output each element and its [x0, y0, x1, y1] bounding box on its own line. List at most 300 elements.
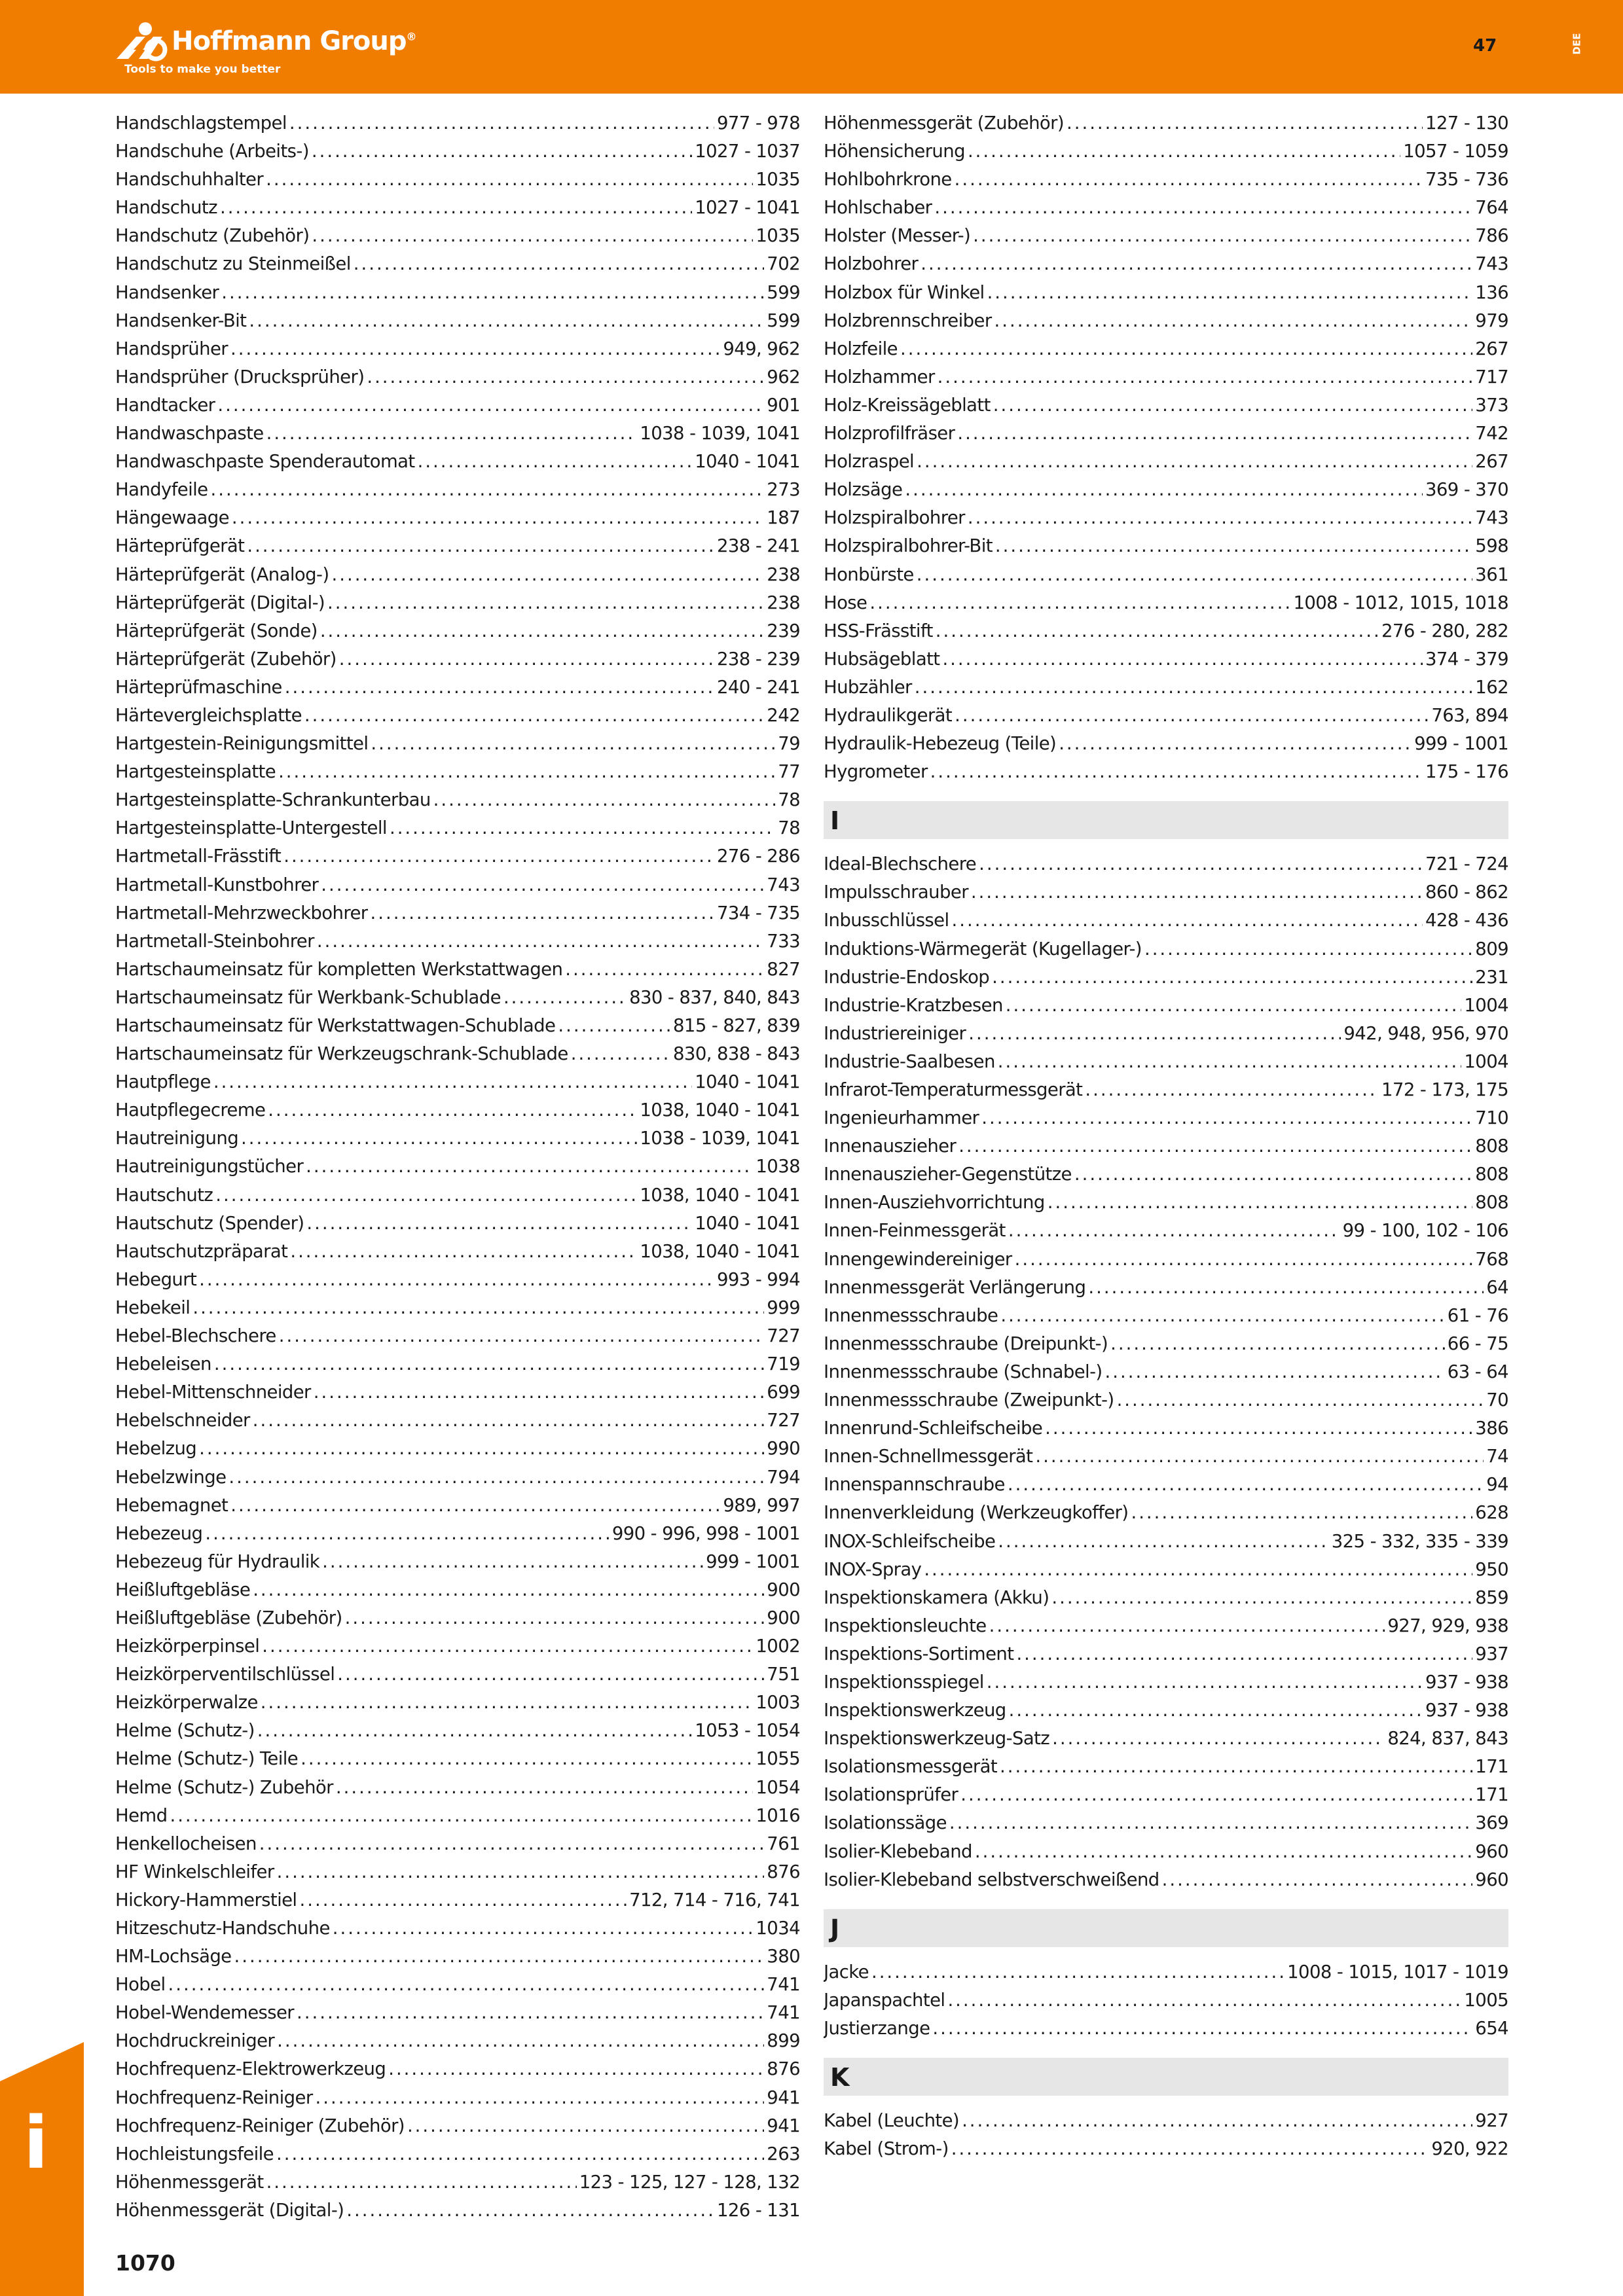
page-reference[interactable]: 1038, 1040 - 1041 [640, 1184, 800, 1206]
index-entry[interactable] [115, 197, 800, 225]
index-entry[interactable] [824, 1220, 1508, 1248]
index-entry[interactable] [115, 1607, 800, 1636]
index-entry[interactable] [115, 761, 800, 789]
index-entry[interactable] [824, 1079, 1508, 1107]
dot-leader [278, 761, 775, 782]
index-entry[interactable] [824, 169, 1508, 197]
page-reference[interactable]: 1053 - 1054 [695, 1720, 800, 1742]
page-reference[interactable]: 1004 [1464, 994, 1508, 1016]
page-reference[interactable]: 1034 [756, 1918, 800, 1939]
index-entry[interactable] [115, 1213, 800, 1241]
registered-mark: ® [406, 30, 416, 43]
page-reference[interactable]: 941 [767, 2115, 800, 2136]
page-reference[interactable]: 899 [767, 2030, 800, 2052]
index-entry[interactable] [115, 1890, 800, 1918]
section-header-j [824, 1909, 1508, 1947]
page-reference[interactable]: 900 [767, 1579, 800, 1600]
index-entry[interactable] [115, 1015, 800, 1043]
index-entry[interactable] [824, 1333, 1508, 1361]
index-entry[interactable] [115, 1241, 800, 1269]
page-reference[interactable]: 979 [1475, 310, 1508, 331]
page-reference[interactable]: 162 [1475, 676, 1508, 698]
page-reference[interactable]: 78 [778, 789, 800, 811]
index-entry[interactable] [824, 1277, 1508, 1305]
page-reference[interactable]: 1035 [756, 169, 800, 190]
page-reference[interactable]: 927 [1475, 2110, 1508, 2131]
page-reference[interactable]: 1054 [756, 1776, 800, 1798]
index-entry[interactable] [115, 282, 800, 310]
index-term: Hochfrequenz-Reiniger (Zubehör) [115, 2115, 405, 2136]
page-reference[interactable]: 61 - 76 [1447, 1304, 1508, 1326]
page-reference[interactable]: 1016 [756, 1804, 800, 1826]
index-entry[interactable] [824, 733, 1508, 761]
index-term: Industrie-Saalbesen [824, 1050, 995, 1072]
page-reference[interactable]: 78 [778, 817, 800, 839]
index-entry[interactable] [824, 761, 1508, 789]
page-reference[interactable]: 830, 838 - 843 [673, 1043, 800, 1065]
index-entry[interactable] [115, 1946, 800, 1974]
page-reference[interactable]: 920, 922 [1431, 2138, 1508, 2160]
index-entry[interactable] [115, 1495, 800, 1523]
index-entry[interactable] [115, 1467, 800, 1495]
page-reference[interactable]: 1038 - 1039, 1041 [640, 1128, 800, 1149]
page-reference[interactable]: 876 [767, 2058, 800, 2080]
page-reference[interactable]: 386 [1475, 1418, 1508, 1439]
index-entry[interactable] [824, 1672, 1508, 1700]
index-entry[interactable] [824, 995, 1508, 1023]
page-reference[interactable]: 735 - 736 [1425, 169, 1508, 190]
index-entry[interactable] [115, 1664, 800, 1692]
page-reference[interactable]: 937 - 938 [1425, 1671, 1508, 1693]
page-reference[interactable]: 1038 - 1039, 1041 [640, 423, 800, 444]
index-entry[interactable] [115, 1156, 800, 1184]
index-entry[interactable] [824, 1305, 1508, 1333]
page-reference[interactable]: 942, 948, 956, 970 [1343, 1022, 1508, 1044]
page-reference[interactable]: 239 [767, 620, 800, 641]
dot-leader [327, 592, 764, 613]
page-reference[interactable]: 240 - 241 [717, 676, 800, 698]
index-entry[interactable] [824, 1023, 1508, 1051]
index-entry[interactable] [824, 1164, 1508, 1192]
page-reference[interactable]: 1008 - 1015, 1017 - 1019 [1287, 1961, 1508, 1982]
page-reference[interactable]: 231 [1475, 966, 1508, 988]
index-entry[interactable] [824, 1502, 1508, 1530]
page-reference[interactable]: 267 [1475, 451, 1508, 473]
index-entry[interactable] [115, 1043, 800, 1071]
index-entry[interactable] [824, 677, 1508, 705]
index-entry[interactable] [824, 197, 1508, 225]
index-term: Hartgesteinsplatte [115, 761, 276, 783]
page-reference[interactable]: 937 - 938 [1425, 1700, 1508, 1721]
index-entry[interactable] [824, 1390, 1508, 1418]
index-entry[interactable] [115, 1636, 800, 1664]
page-reference[interactable]: 276 - 280, 282 [1381, 620, 1508, 641]
index-entry[interactable] [115, 789, 800, 817]
index-entry[interactable] [824, 910, 1508, 938]
index-entry[interactable] [824, 1643, 1508, 1672]
page-reference[interactable]: 171 [1475, 1756, 1508, 1778]
dot-leader [571, 1043, 670, 1064]
page-reference[interactable]: 1038, 1040 - 1041 [640, 1240, 800, 1262]
index-entry[interactable] [824, 1812, 1508, 1840]
page-reference[interactable]: 719 [767, 1354, 800, 1375]
page-reference[interactable]: 123 - 125, 127 - 128, 132 [579, 2171, 800, 2193]
page-reference[interactable]: 900 [767, 1607, 800, 1628]
page-reference[interactable]: 238 - 241 [717, 535, 800, 557]
index-entry[interactable] [115, 1523, 800, 1551]
index-entry[interactable] [115, 649, 800, 677]
page-reference[interactable]: 734 - 735 [717, 902, 800, 924]
page-reference[interactable]: 860 - 862 [1425, 882, 1508, 903]
index-entry[interactable] [824, 1559, 1508, 1587]
index-entry[interactable] [824, 141, 1508, 169]
index-entry[interactable] [115, 2144, 800, 2172]
page-reference[interactable]: 1040 - 1041 [695, 1212, 800, 1234]
index-entry[interactable] [824, 620, 1508, 649]
page-reference[interactable]: 654 [1475, 2017, 1508, 2039]
index-entry[interactable] [115, 846, 800, 874]
dot-leader [1000, 1305, 1444, 1326]
dot-leader [253, 1410, 765, 1431]
index-entry[interactable] [115, 564, 800, 592]
page-reference[interactable]: 325 - 332, 335 - 339 [1331, 1530, 1508, 1552]
page-reference[interactable]: 950 [1475, 1558, 1508, 1580]
index-entry[interactable] [824, 535, 1508, 564]
index-entry[interactable] [115, 1551, 800, 1579]
page-reference[interactable]: 267 [1475, 338, 1508, 359]
index-entry[interactable] [115, 338, 800, 367]
page-reference[interactable]: 1027 - 1041 [695, 197, 800, 219]
page-reference[interactable]: 742 [1475, 423, 1508, 444]
index-entry[interactable] [115, 395, 800, 423]
page-reference[interactable]: 808 [1475, 1164, 1508, 1185]
page-reference[interactable]: 733 [767, 930, 800, 952]
index-entry[interactable] [824, 1051, 1508, 1079]
index-entry[interactable] [824, 592, 1508, 620]
index-entry[interactable] [824, 479, 1508, 507]
index-term: Justierzange [824, 2017, 930, 2039]
index-entry[interactable] [115, 2002, 800, 2030]
page-reference[interactable]: 238 [767, 564, 800, 585]
index-entry[interactable] [115, 592, 800, 620]
index-entry[interactable] [824, 451, 1508, 479]
index-entry[interactable] [824, 1962, 1508, 1990]
page-reference[interactable]: 628 [1475, 1502, 1508, 1524]
page-reference[interactable]: 175 - 176 [1425, 761, 1508, 783]
page-reference[interactable]: 242 [767, 704, 800, 726]
page-reference[interactable]: 64 [1486, 1276, 1508, 1298]
page-reference[interactable]: 369 [1475, 1812, 1508, 1834]
page-reference[interactable]: 380 [767, 1946, 800, 1967]
dot-leader [979, 853, 1423, 874]
index-entry[interactable] [824, 853, 1508, 882]
page-reference[interactable]: 751 [767, 1664, 800, 1685]
page-reference[interactable]: 361 [1475, 564, 1508, 585]
page-reference[interactable]: 761 [767, 1833, 800, 1854]
page-reference[interactable]: 238 - 239 [717, 648, 800, 670]
page-reference[interactable]: 743 [1475, 507, 1508, 529]
page-reference[interactable]: 827 [767, 958, 800, 980]
page-reference[interactable]: 374 - 379 [1425, 648, 1508, 670]
index-entry[interactable] [115, 367, 800, 395]
index-entry[interactable] [115, 535, 800, 564]
index-entry[interactable] [115, 2200, 800, 2228]
page-reference[interactable]: 763, 894 [1431, 704, 1508, 726]
page-reference[interactable]: 960 [1475, 1869, 1508, 1890]
page-reference[interactable]: 99 - 100, 102 - 106 [1342, 1220, 1508, 1242]
page-reference[interactable]: 927, 929, 938 [1387, 1615, 1508, 1636]
dot-leader [314, 1382, 765, 1403]
index-entry[interactable] [824, 113, 1508, 141]
page-reference[interactable]: 599 [767, 281, 800, 303]
page-reference[interactable]: 127 - 130 [1425, 113, 1508, 134]
index-entry[interactable] [115, 817, 800, 846]
index-entry[interactable] [824, 1587, 1508, 1615]
index-entry[interactable] [115, 1071, 800, 1100]
index-entry[interactable] [115, 1777, 800, 1805]
page-reference[interactable]: 786 [1475, 225, 1508, 247]
page-reference[interactable]: 171 [1475, 1784, 1508, 1806]
index-entry[interactable] [824, 1990, 1508, 2018]
page-reference[interactable]: 727 [767, 1410, 800, 1431]
page-reference[interactable]: 876 [767, 1861, 800, 1882]
page-reference[interactable]: 741 [767, 2002, 800, 2024]
page-reference[interactable]: 373 [1475, 394, 1508, 416]
page-reference[interactable]: 1002 [756, 1636, 800, 1657]
page-reference[interactable]: 263 [767, 2143, 800, 2164]
index-entry[interactable] [824, 1784, 1508, 1812]
page-reference[interactable]: 743 [1475, 253, 1508, 275]
page-reference[interactable]: 273 [767, 479, 800, 501]
index-entry[interactable] [824, 939, 1508, 967]
index-entry[interactable] [115, 1185, 800, 1213]
page-reference[interactable]: 710 [1475, 1107, 1508, 1129]
index-entry[interactable] [115, 1410, 800, 1438]
page-reference[interactable]: 1038 [756, 1156, 800, 1177]
page-reference[interactable]: 136 [1475, 281, 1508, 303]
page-reference[interactable]: 1008 - 1012, 1015, 1018 [1293, 592, 1508, 613]
page-reference[interactable]: 999 - 1001 [1414, 733, 1508, 755]
page-reference[interactable]: 428 - 436 [1425, 910, 1508, 931]
page-reference[interactable]: 743 [767, 874, 800, 895]
index-entry[interactable] [824, 649, 1508, 677]
page-reference[interactable]: 859 [1475, 1587, 1508, 1608]
index-entry[interactable] [115, 423, 800, 451]
page-reference[interactable]: 1035 [756, 225, 800, 247]
index-entry[interactable] [824, 2110, 1508, 2138]
page-reference[interactable]: 721 - 724 [1425, 853, 1508, 875]
page-reference[interactable]: 702 [767, 253, 800, 275]
page-reference[interactable]: 187 [767, 507, 800, 529]
page-reference[interactable]: 809 [1475, 938, 1508, 960]
index-entry[interactable] [824, 1869, 1508, 1897]
index-entry[interactable] [115, 253, 800, 281]
page-reference[interactable]: 369 - 370 [1425, 479, 1508, 501]
page-reference[interactable]: 815 - 827, 839 [673, 1015, 800, 1036]
dot-leader [1048, 1192, 1473, 1213]
index-entry[interactable] [115, 451, 800, 479]
page-reference[interactable]: 830 - 837, 840, 843 [629, 986, 800, 1008]
page-reference[interactable]: 949, 962 [723, 338, 800, 359]
index-entry[interactable] [115, 1974, 800, 2002]
page-reference[interactable]: 1038, 1040 - 1041 [640, 1100, 800, 1121]
index-entry[interactable] [115, 2058, 800, 2087]
index-entry[interactable] [824, 310, 1508, 338]
index-entry[interactable] [115, 1861, 800, 1890]
page-reference[interactable]: 768 [1475, 1248, 1508, 1270]
index-entry[interactable] [824, 395, 1508, 423]
page-reference[interactable]: 77 [778, 761, 800, 783]
page-reference[interactable]: 70 [1486, 1390, 1508, 1411]
page-reference[interactable]: 1040 - 1041 [695, 451, 800, 473]
page-reference[interactable]: 989, 997 [723, 1494, 800, 1516]
index-entry[interactable] [115, 169, 800, 197]
index-entry[interactable] [115, 1805, 800, 1833]
page-reference[interactable]: 126 - 131 [717, 2199, 800, 2221]
index-entry[interactable] [824, 367, 1508, 395]
index-entry[interactable] [824, 253, 1508, 281]
index-entry[interactable] [115, 931, 800, 959]
index-entry[interactable] [824, 1249, 1508, 1277]
index-entry[interactable] [824, 1615, 1508, 1643]
page-reference[interactable]: 1055 [756, 1748, 800, 1770]
page-reference[interactable]: 977 - 978 [717, 113, 800, 134]
index-entry[interactable] [115, 733, 800, 761]
index-entry[interactable] [115, 1325, 800, 1354]
index-entry[interactable] [115, 2087, 800, 2115]
index-entry[interactable] [824, 282, 1508, 310]
page-reference[interactable]: 901 [767, 394, 800, 416]
page-reference[interactable]: 808 [1475, 1136, 1508, 1157]
index-entry[interactable] [824, 2138, 1508, 2166]
index-entry[interactable] [115, 705, 800, 733]
index-entry[interactable] [115, 677, 800, 705]
page-reference[interactable]: 1027 - 1037 [695, 141, 800, 162]
page-reference[interactable]: 1003 [756, 1692, 800, 1713]
index-term: Hebezeug [115, 1522, 203, 1544]
page-reference[interactable]: 960 [1475, 1840, 1508, 1862]
page-reference[interactable]: 993 - 994 [717, 1268, 800, 1290]
index-entry[interactable] [115, 507, 800, 535]
page-reference[interactable]: 741 [767, 1974, 800, 1996]
hoffmann-group-logo[interactable] [114, 17, 415, 79]
index-entry[interactable] [115, 2172, 800, 2200]
index-entry[interactable] [115, 987, 800, 1015]
index-entry[interactable] [115, 1833, 800, 1861]
index-entry[interactable] [115, 2115, 800, 2144]
page-reference[interactable]: 999 - 1001 [706, 1551, 800, 1572]
page-reference[interactable]: 598 [1475, 535, 1508, 557]
page-reference[interactable]: 717 [1475, 366, 1508, 387]
page-reference[interactable]: 764 [1475, 197, 1508, 219]
page-reference[interactable]: 990 [767, 1438, 800, 1460]
page-reference[interactable]: 63 - 64 [1447, 1361, 1508, 1382]
page-reference[interactable]: 699 [767, 1382, 800, 1403]
dot-leader [871, 1962, 1285, 1982]
page-reference[interactable]: 172 - 173, 175 [1381, 1079, 1508, 1100]
index-entry[interactable] [115, 1438, 800, 1466]
index-entry[interactable] [824, 423, 1508, 451]
page-reference[interactable]: 808 [1475, 1192, 1508, 1213]
index-entry[interactable] [115, 1297, 800, 1325]
index-entry[interactable] [115, 141, 800, 169]
index-entry[interactable] [115, 113, 800, 141]
index-entry[interactable] [115, 1382, 800, 1410]
page-reference[interactable]: 999 [767, 1297, 800, 1318]
index-entry[interactable] [824, 2018, 1508, 2046]
index-entry[interactable] [824, 967, 1508, 995]
index-entry[interactable] [824, 1700, 1508, 1728]
page-reference[interactable]: 727 [767, 1325, 800, 1347]
index-entry[interactable] [115, 874, 800, 903]
index-entry[interactable] [824, 1418, 1508, 1446]
index-entry[interactable] [824, 507, 1508, 535]
index-entry[interactable] [115, 1918, 800, 1946]
page-reference[interactable]: 1005 [1464, 1989, 1508, 2011]
page-reference[interactable]: 937 [1475, 1643, 1508, 1664]
index-entry[interactable] [115, 959, 800, 987]
page-reference[interactable]: 990 - 996, 998 - 1001 [611, 1522, 800, 1544]
index-entry[interactable] [824, 1841, 1508, 1869]
index-entry[interactable] [115, 903, 800, 931]
index-entry[interactable] [824, 1192, 1508, 1220]
page-reference[interactable]: 712, 714 - 716, 741 [629, 1889, 800, 1910]
index-term: Innen-Feinmessgerät [824, 1220, 1006, 1242]
page-reference[interactable]: 941 [767, 2087, 800, 2108]
page-reference[interactable]: 1004 [1464, 1050, 1508, 1072]
index-entry[interactable] [824, 705, 1508, 733]
index-entry[interactable] [824, 1474, 1508, 1502]
page-reference[interactable]: 962 [767, 366, 800, 387]
index-entry[interactable] [115, 2030, 800, 2058]
index-entry[interactable] [115, 620, 800, 649]
page-reference[interactable]: 238 [767, 592, 800, 613]
index-entry[interactable] [115, 479, 800, 507]
index-entry[interactable] [824, 564, 1508, 592]
index-entry[interactable] [824, 338, 1508, 367]
index-entry[interactable] [115, 225, 800, 253]
index-entry[interactable] [824, 1107, 1508, 1136]
index-entry[interactable] [115, 1748, 800, 1776]
index-entry[interactable] [824, 1531, 1508, 1559]
index-entry[interactable] [115, 1579, 800, 1607]
page-reference[interactable]: 1040 - 1041 [695, 1071, 800, 1093]
index-entry[interactable] [115, 310, 800, 338]
page-reference[interactable]: 94 [1486, 1474, 1508, 1496]
index-entry[interactable] [824, 1136, 1508, 1164]
index-entry[interactable] [115, 1720, 800, 1748]
index-entry[interactable] [115, 1100, 800, 1128]
index-entry[interactable] [824, 1728, 1508, 1756]
page-reference[interactable]: 276 - 286 [717, 846, 800, 867]
index-entry[interactable] [115, 1128, 800, 1156]
index-entry[interactable] [115, 1354, 800, 1382]
index-entry[interactable] [824, 225, 1508, 253]
page-reference[interactable]: 599 [767, 310, 800, 331]
index-entry[interactable] [824, 1446, 1508, 1474]
index-entry[interactable] [824, 1361, 1508, 1390]
page-reference[interactable]: 824, 837, 843 [1387, 1728, 1508, 1749]
page-reference[interactable]: 794 [767, 1466, 800, 1488]
page-reference[interactable]: 74 [1486, 1446, 1508, 1467]
page-reference[interactable]: 79 [778, 733, 800, 755]
page-reference[interactable]: 1057 - 1059 [1403, 141, 1508, 162]
index-entry[interactable] [824, 882, 1508, 910]
page-reference[interactable]: 66 - 75 [1447, 1333, 1508, 1354]
index-entry[interactable] [115, 1692, 800, 1720]
index-entry[interactable] [824, 1756, 1508, 1784]
index-entry[interactable] [115, 1269, 800, 1297]
